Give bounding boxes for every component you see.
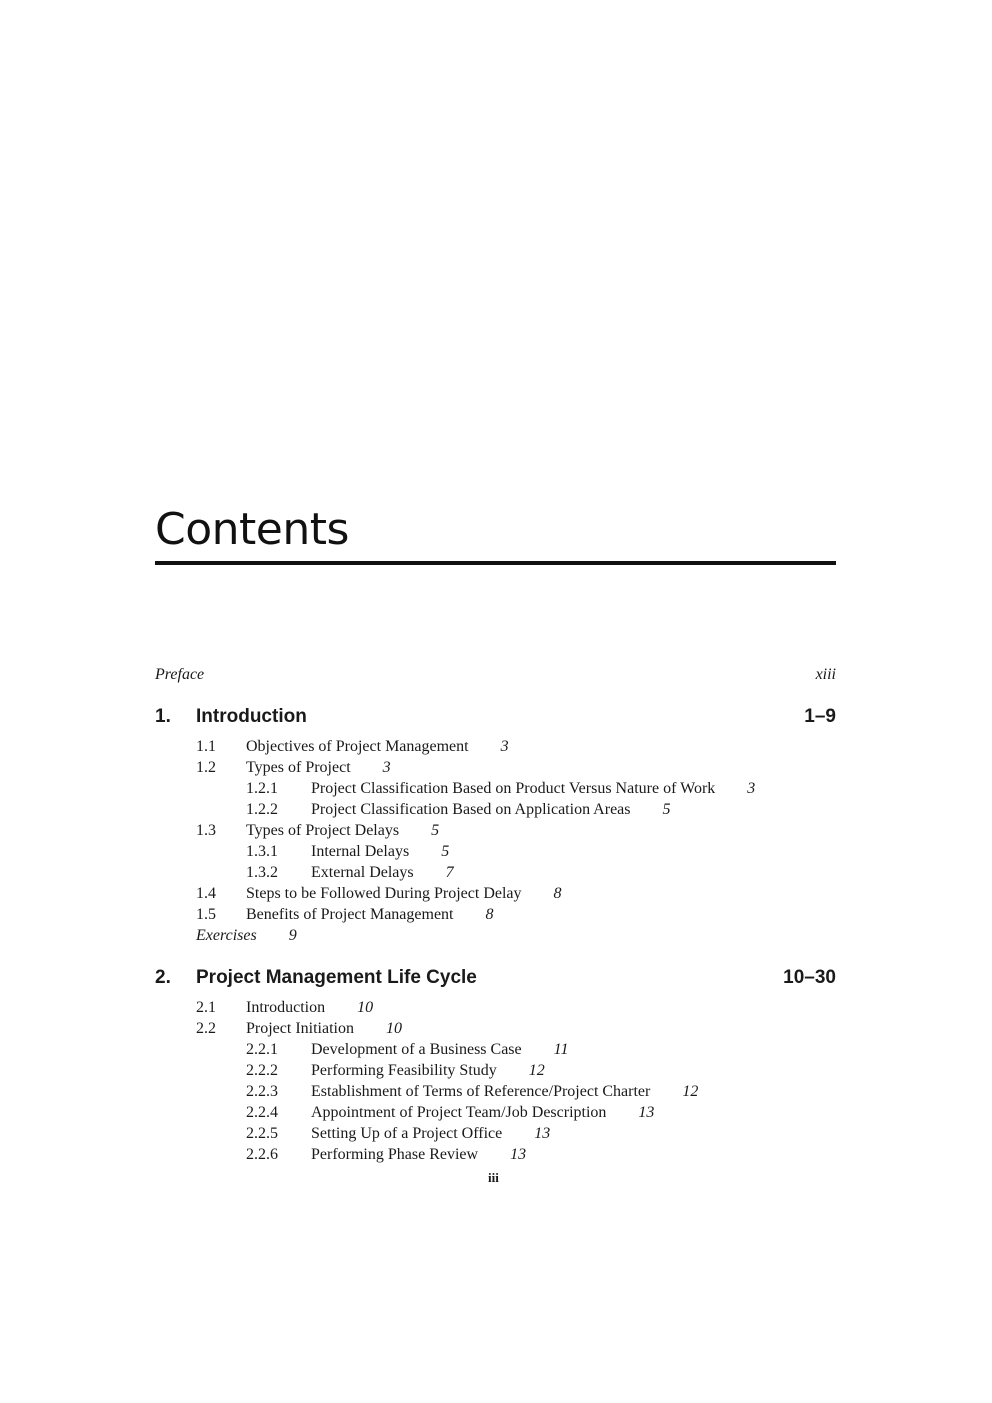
subsection-page: 5: [662, 801, 671, 818]
section-title: Types of Project Delays: [246, 822, 400, 839]
subsection-number: 2.2.5: [246, 1125, 278, 1142]
subsection-page: 12: [528, 1062, 545, 1079]
chapter-page-range: 1–9: [804, 706, 836, 727]
subsection-page: 7: [445, 864, 454, 881]
section-title: Introduction: [246, 999, 326, 1016]
section-page: 3: [500, 738, 509, 755]
exercises-page: 9: [288, 927, 297, 944]
section-page: 10: [385, 1020, 402, 1037]
section-number: 1.1: [196, 738, 216, 755]
subsection-title: Establishment of Terms of Reference/Project Charter: [311, 1083, 651, 1100]
chapter-2-heading[interactable]: [155, 965, 836, 991]
subsection-number: 1.3.2: [246, 864, 278, 881]
section-page: 3: [382, 759, 391, 776]
page-folio: iii: [488, 1170, 499, 1185]
subsection-title: Setting Up of a Project Office: [311, 1125, 503, 1142]
section-number: 1.2: [196, 759, 216, 776]
subsection-page: 5: [441, 843, 450, 860]
subsection-title: Performing Phase Review: [311, 1146, 479, 1163]
chapter-1-heading[interactable]: [155, 704, 836, 730]
section-title: Project Initiation: [246, 1020, 354, 1037]
section-page: 8: [553, 885, 562, 902]
subsection-page: 13: [534, 1125, 551, 1142]
subsection-page: 3: [747, 780, 756, 797]
subsection-number: 2.2.3: [246, 1083, 278, 1100]
section-title: Types of Project: [246, 759, 351, 776]
title-rule: [155, 561, 836, 565]
preface-page: xiii: [815, 666, 836, 683]
chapter-page-range: 10–30: [783, 967, 836, 988]
chapter-title: Introduction: [196, 706, 307, 727]
subsection-number: 2.2.4: [246, 1104, 278, 1121]
exercises-entry[interactable]: [196, 926, 297, 946]
chapter-number: 2.: [155, 967, 171, 988]
subsection-number: 2.2.6: [246, 1146, 278, 1163]
section-page: 8: [485, 906, 494, 923]
subsection-number: 2.2.2: [246, 1062, 278, 1079]
chapter-title: Project Management Life Cycle: [196, 967, 477, 988]
section-title: Steps to be Followed During Project Delay: [246, 885, 522, 902]
page-title: Contents: [155, 504, 349, 555]
subsection-title: Appointment of Project Team/Job Description: [311, 1104, 607, 1121]
section-number: 1.5: [196, 906, 216, 923]
section-title: Objectives of Project Management: [246, 738, 469, 755]
subsection-page: 13: [510, 1146, 527, 1163]
section-page: 10: [357, 999, 374, 1016]
subsection-page: 13: [638, 1104, 655, 1121]
subsection-title: Development of a Business Case: [311, 1041, 522, 1058]
section-number: 1.4: [196, 885, 216, 902]
subsection-number: 2.2.1: [246, 1041, 278, 1058]
section-number: 1.3: [196, 822, 216, 839]
preface-label[interactable]: Preface: [155, 666, 205, 683]
subsection-title: Project Classification Based on Application Areas: [311, 801, 631, 818]
subsection-title: Performing Feasibility Study: [311, 1062, 497, 1079]
subsection-title: Project Classification Based on Product Versus Nature of Work: [311, 780, 716, 797]
section-page: 5: [431, 822, 440, 839]
exercises-label: Exercises: [196, 927, 257, 944]
chapter-number: 1.: [155, 706, 171, 727]
section-title: Benefits of Project Management: [246, 906, 454, 923]
subsection-number: 1.3.1: [246, 843, 278, 860]
subsection-number: 1.2.1: [246, 780, 278, 797]
section-number: 2.2: [196, 1020, 216, 1037]
section-number: 2.1: [196, 999, 216, 1016]
subsection-title: External Delays: [311, 864, 414, 881]
subsection-number: 1.2.2: [246, 801, 278, 818]
subsection-page: 11: [553, 1041, 569, 1058]
subsection-title: Internal Delays: [311, 843, 410, 860]
subsection-page: 12: [682, 1083, 699, 1100]
